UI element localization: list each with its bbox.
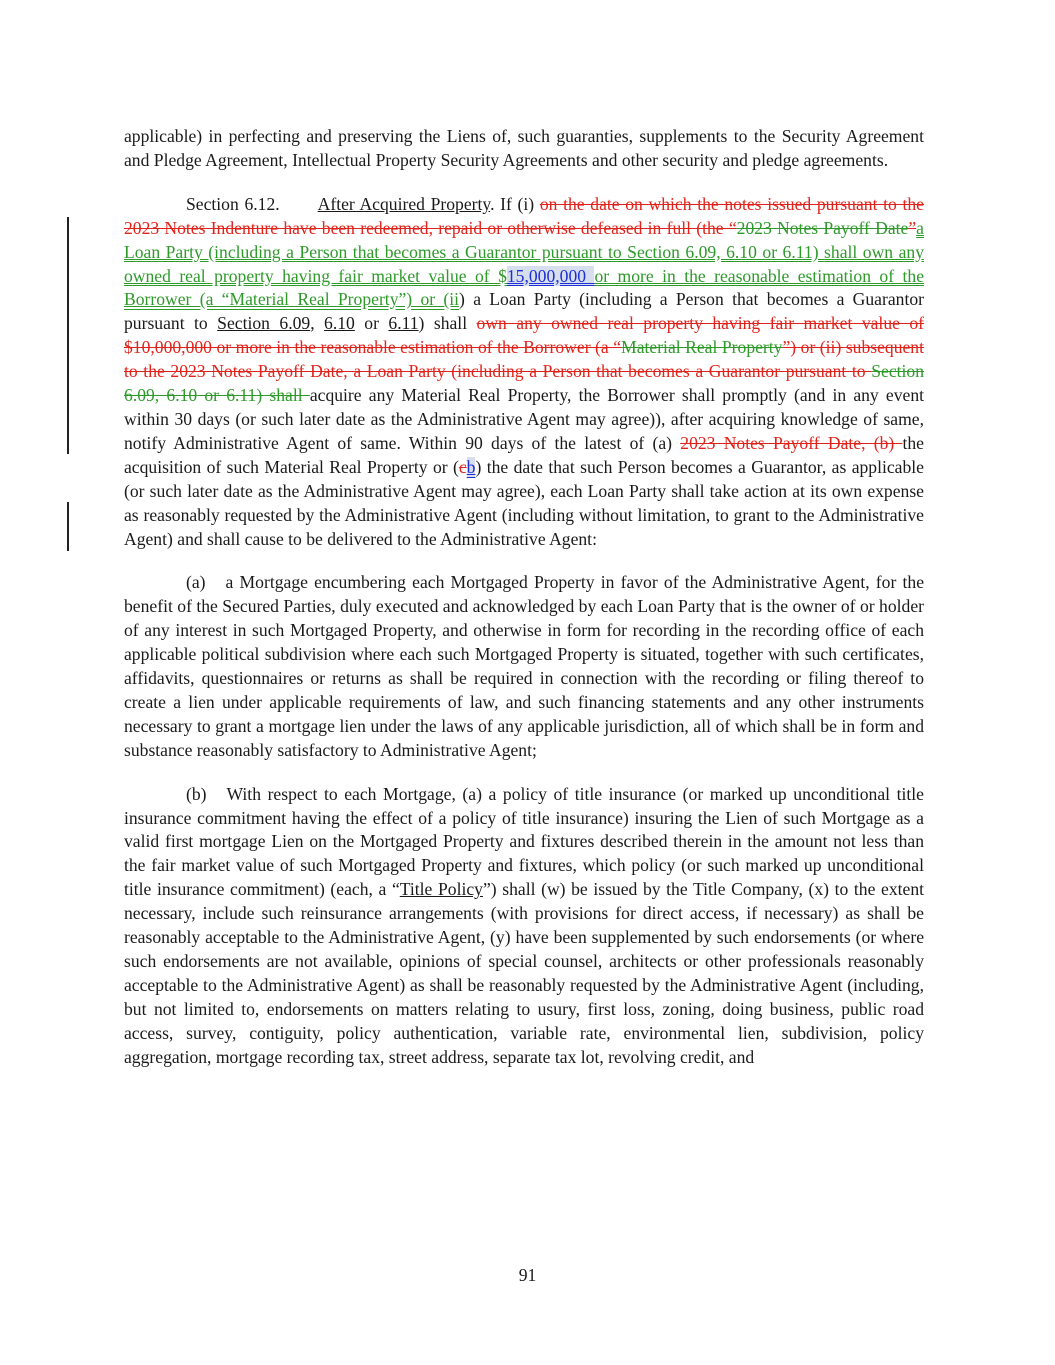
deleted-reference: 6.10 [166,385,198,406]
top-paragraph: applicable) in perfecting and preserving the Liens of, such guaranties, supplements to the Security Agreement and Pledge Agreement, Intellectual Property Security Agreements and other security and pledge agreements. [124,126,924,170]
inserted-text: or more in the reasonable estimation of the Borrower (a “Material Real Property”) or (ii [124,265,924,310]
section-reference: 6.11 [388,313,419,334]
change-bar [67,217,69,454]
moved-letter: b [466,456,476,477]
item-b: (b) With respect to each Mortgage, (a) a policy of title insurance (or marked up unconditional title insurance commitment having the effect of a policy of title insurance) insuring the Lien of such Mortgage as a valid first mortgage Lien on the Mortgaged Property and fixtures described therein in the amount not less than the fair market value of such Mortgaged Property and fixtures, which policy (or such marked up unconditional title insurance commitment) (each, a “Title Policy”) shall (w) be issued by the Title Company, (x) to the extent necessary, include such reinsurance arrangements (with provisions for direct access, if necessary) as shall be reasonably acceptable to the Administrative Agent, (y) have been supplemented by such endorsements (or where such endorsements are not available, opinions of special counsel, architects or other professionals reasonably acceptable to the Administrative Agent) as shall be reasonably requested by the Administrative Agent (including, but not limited to, endorsements on matters relating to usury, first loss, zoning, doing business, public road access, survey, contiguity, policy authentication, variable rate, environmental lien, subdivision, policy aggregation, mortgage recording tax, street address, separate tax lot, revolving credit, and [124,783,925,1067]
changed-amount: 15,000,000 [506,265,595,286]
deleted-text: ”) or (ii) [782,337,846,358]
deleted-text: 2023 Notes Payoff Date, (b) [680,432,903,453]
document-page [124,125,924,1070]
deleted-text: ” [908,217,917,238]
item-b-label: (b) [186,783,207,804]
page-number: 91 [518,1265,537,1285]
defined-term-title-policy: Title Policy [399,879,483,900]
inserted-text: a Loan Party (including a Person that becomes a Guarantor pursuant to Section 6.09, 6.10 or 6.11) shall own any owned real property having fair market value of $ [124,217,924,286]
deleted-text: on the date on which the notes issued pursuant to the 2023 Notes Indenture have been redeemed, repaid or otherwise defeased in full (the “ [124,193,924,238]
section-6-12: Section 6.12. After Acquired Property. If (i) on the date on which the notes issued pursuant to the 2023 Notes Indenture have been redeemed, repaid or otherwise defeased in full (the “2023 Notes Payoff Date”a Loan Party (including a Person that becomes a Guarantor pursuant to Section 6.09, 6.10 or 6.11) shall own any owned real property having fair market value of $15,000,000 or more in the reasonable estimation of the Borrower (a “Material Real Property”) or (ii) a Loan Party (including a Person that becomes a Guarantor pursuant to Section 6.09, 6.10 or 6.11) shall own any owned real property having fair market value of $10,000,000 or more in the reasonable estimation of the Borrower (a “Material Real Property”) or (ii) subsequent to the 2023 Notes Payoff Date, a Loan Party (including a Person that becomes a Guarantor pursuant to Section 6.09, 6.10 or 6.11) shall acquire any Material Real Property, the Borrower shall promptly (and in any event within 30 days (or such later date as the Administrative Agent may agree)), after acquiring knowledge of same, notify Administrative Agent of same. Within 90 days of the latest of (a) 2023 Notes Payoff Date, (b) the acquisition of such Material Real Property or (cb) the date that such Person becomes a Guarantor, as applicable (or such later date as the Administrative Agent may agree), each Loan Party shall take action at its own expense as reasonably requested by the Administrative Agent (including without limitation, to grant to the Administrative Agent) and shall cause to be delivered to the Administrative Agent: [124,193,925,549]
deleted-defined-term: Material Real Property [621,337,783,358]
deleted-reference: 6.11 [226,385,257,406]
section-reference: 6.10 [324,313,355,334]
item-a-text: a Mortgage encumbering each Mortgaged Property in favor of the Administrative Agent, for the benefit of the Secured Parties, duly executed and acknowledged by each Loan Party that is the owner of or holder of any interest in such Mortgaged Property, and otherwise in form for recording in the recording office of each applicable political subdivision where each such Mortgaged Property is situated, together with such certificates, affidavits, questionnaires or returns as shall be required in connection with the recording or filing thereof to create a lien under applicable requirements of law, and such financing statements and any other instruments necessary to grant a mortgage lien under the laws of any applicable jurisdiction, all of which shall be in form and substance reasonably satisfactory to Administrative Agent; [124,572,924,760]
deleted-letter: c [458,456,467,477]
deleted-text: own any owned real property having fair market value of $10,000,000 or more in the reasonable estimation of the Borrower (a “ [124,313,925,358]
section-reference: Section 6.09 [217,313,311,334]
section-number: Section 6.12. [186,193,280,214]
item-a [124,571,924,762]
change-bar [67,502,69,551]
deleted-reference: Section 6.09 [124,361,924,406]
item-a-label: (a) [186,572,206,593]
deleted-text: subsequent to the 2023 Notes Payoff Date, a Loan Party (including a Person that becomes a Guarantor pursuant to [124,337,924,382]
section-title: After Acquired Property [317,193,491,214]
deleted-defined-term: 2023 Notes Payoff Date [736,217,909,238]
